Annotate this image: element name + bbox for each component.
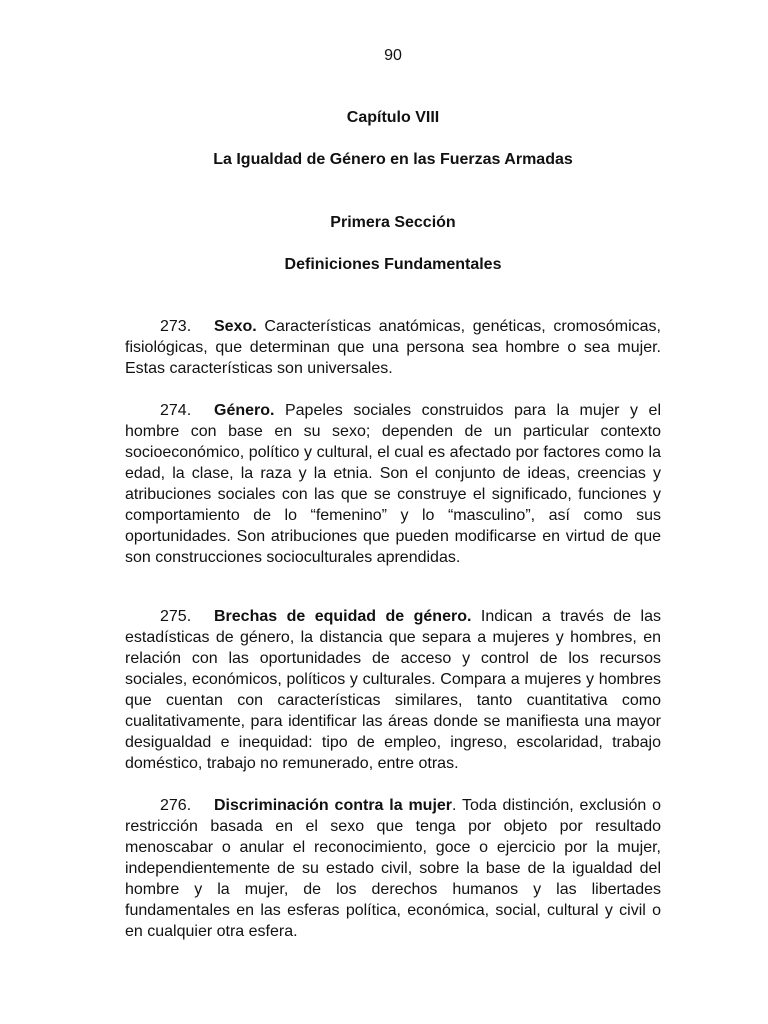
paragraph-274 bbox=[125, 400, 661, 568]
paragraph-term: Brechas de equidad de género. bbox=[214, 608, 472, 625]
paragraph-term: Discriminación contra la mujer bbox=[214, 797, 453, 814]
section-heading: Primera Sección bbox=[330, 214, 456, 231]
page-number: 90 bbox=[384, 47, 402, 64]
chapter-heading: Capítulo VIII bbox=[346, 109, 440, 126]
paragraph-text: . Toda distinción, exclusión o restricción basada en el sexo que tenga por objeto por resultado menoscabar o anular el reconocimiento, goce o ejercicio por la mujer, independientemente de su estado civil, sobre la base de la igualdad del hombre y la mujer, de los derechos humanos y las libertades fundamentales en las esferas política, económica, social, cultural y civil o en cualquier otra esfera. bbox=[125, 797, 661, 940]
paragraph-number: 275. bbox=[160, 608, 192, 625]
paragraph-text: Indican a través de las estadísticas de género, la distancia que separa a mujeres y hombres, en relación con las oportunidades de acceso y control de los recursos sociales, económicos, políticos y culturales. Compara a mujeres y hombres que cuentan con características similares, tanto cuantitativa como cualitativamente, para identificar las áreas donde se manifiesta una mayor desigualdad e inequidad: tipo de empleo, ingreso, escolaridad, trabajo doméstico, trabajo no remunerado, entre otras. bbox=[125, 608, 661, 772]
section-title: Definiciones Fundamentales bbox=[284, 256, 502, 273]
paragraph-number: 276. bbox=[160, 797, 192, 814]
paragraph-275 bbox=[125, 606, 661, 774]
paragraph-text: Papeles sociales construidos para la mujer y el hombre con base en su sexo; dependen de un particular contexto socioeconómico, político y cultural, el cual es afectado por factores como la edad, la clase, la raza y la etnia. Son el conjunto de ideas, creencias y atribuciones sociales con las que se construye el significado, funciones y comportamiento de lo “femenino” y lo “masculino”, así como sus oportunidades. Son atribuciones que pueden modificarse en virtud de que son construcciones socioculturales aprendidas. bbox=[125, 402, 661, 566]
chapter-title: La Igualdad de Género en las Fuerzas Armadas bbox=[213, 151, 573, 168]
paragraph-number: 274. bbox=[160, 402, 192, 419]
paragraph-276 bbox=[125, 795, 661, 942]
paragraph-number: 273. bbox=[160, 318, 192, 335]
paragraph-term: Género. bbox=[214, 402, 275, 419]
paragraph-273 bbox=[125, 316, 661, 379]
paragraph-text: Características anatómicas, genéticas, cromosómicas, fisiológicas, que determinan que una persona sea hombre o sea mujer. Estas características son universales. bbox=[125, 318, 661, 377]
paragraph-term: Sexo. bbox=[214, 318, 257, 335]
